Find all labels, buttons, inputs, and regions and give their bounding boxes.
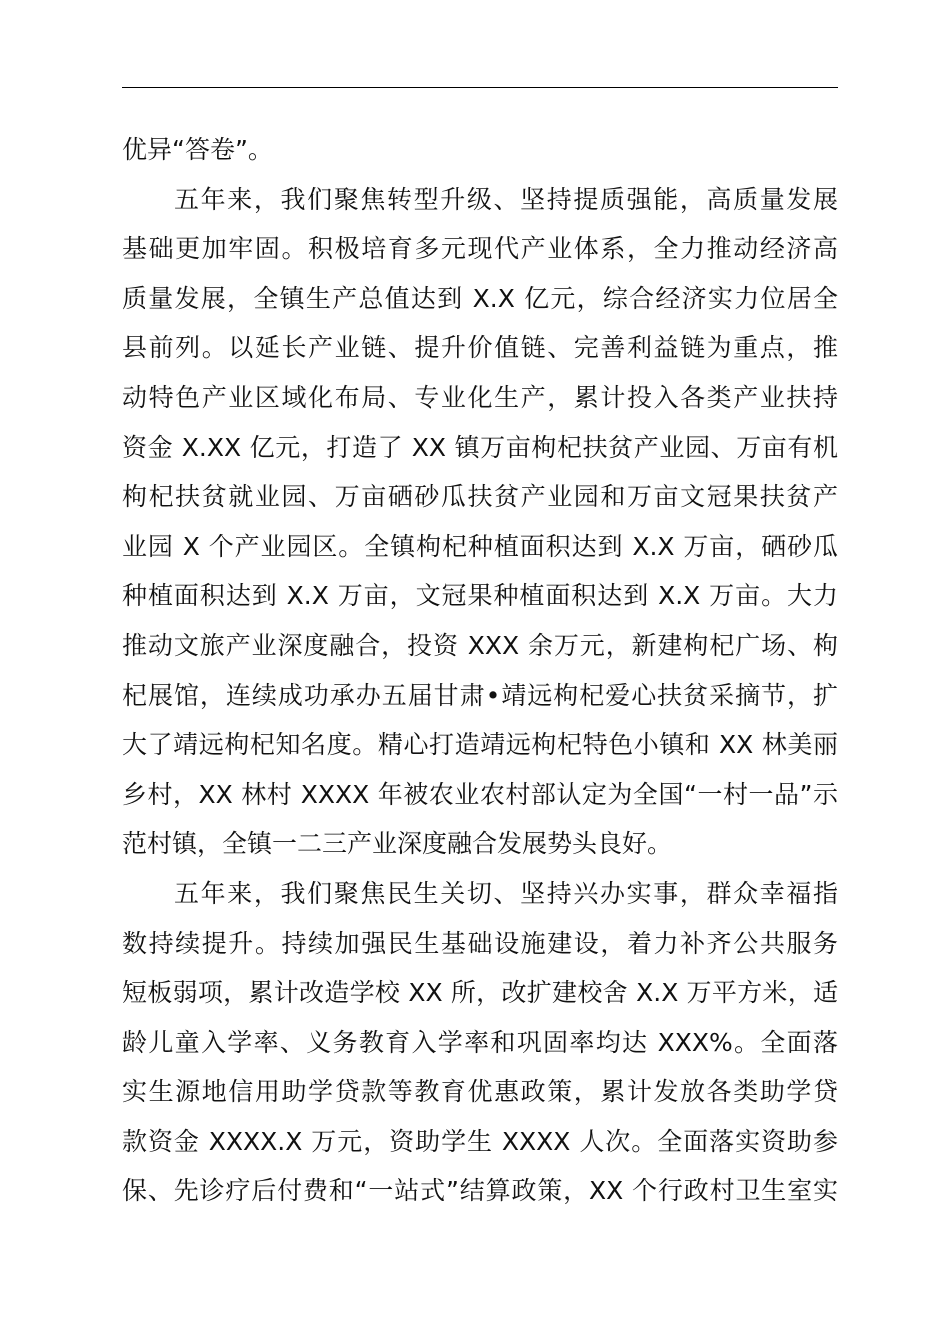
text-line: 推动文旅产业深度融合，投资 XXX 余万元，新建枸杞广场、枸: [122, 630, 838, 660]
header-rule: [122, 87, 838, 88]
text-line: 大了靖远枸杞知名度。精心打造靖远枸杞特色小镇和 XX 林美丽: [122, 730, 838, 760]
text-line: 枸杞扶贫就业园、万亩硒砂瓜扶贫产业园和万亩文冠果扶贫产: [122, 482, 838, 512]
text-line: 乡村，XX 林村 XXXX 年被农业农村部认定为全国“一村一品”示: [122, 779, 838, 809]
text-line: 数持续提升。持续加强民生基础设施建设，着力补齐公共服务: [122, 928, 838, 958]
text-line: 种植面积达到 X.X 万亩，文冠果种植面积达到 X.X 万亩。大力: [122, 581, 838, 611]
text-line: 保、先诊疗后付费和“一站式”结算政策，XX 个行政村卫生室实: [122, 1176, 838, 1206]
paragraph-first-line: 五年来，我们聚焦民生关切、坚持兴办实事，群众幸福指: [174, 878, 838, 908]
text-line: 款资金 XXXX.X 万元，资助学生 XXXX 人次。全面落实资助参: [122, 1126, 838, 1156]
text-line: 实生源地信用助学贷款等教育优惠政策，累计发放各类助学贷: [122, 1077, 838, 1107]
text-line: 范村镇，全镇一二三产业深度融合发展势头良好。: [122, 829, 673, 859]
text-line: 优异“答卷”。: [122, 135, 273, 164]
text-line: 业园 X 个产业园区。全镇枸杞种植面积达到 X.X 万亩，硒砂瓜: [122, 531, 838, 561]
text-line: 基础更加牢固。积极培育多元现代产业体系，全力推动经济高: [122, 234, 838, 264]
text-line: 龄儿童入学率、义务教育入学率和巩固率均达 XXX%。全面落: [122, 1027, 838, 1057]
text-line: 质量发展，全镇生产总值达到 X.X 亿元，综合经济实力位居全: [122, 283, 838, 313]
paragraph-first-line: 五年来，我们聚焦转型升级、坚持提质强能，高质量发展: [174, 184, 838, 214]
document-body: [122, 125, 838, 1216]
text-line: 县前列。以延长产业链、提升价值链、完善利益链为重点，推: [122, 333, 838, 363]
text-line: 资金 X.XX 亿元，打造了 XX 镇万亩枸杞扶贫产业园、万亩有机: [122, 432, 838, 462]
text-line: 短板弱项，累计改造学校 XX 所，改扩建校舍 X.X 万平方米，适: [122, 978, 838, 1008]
text-line: 杞展馆，连续成功承办五届甘肃•靖远枸杞爱心扶贫采摘节，扩: [122, 680, 838, 710]
text-line: 动特色产业区域化布局、专业化生产，累计投入各类产业扶持: [122, 382, 838, 412]
